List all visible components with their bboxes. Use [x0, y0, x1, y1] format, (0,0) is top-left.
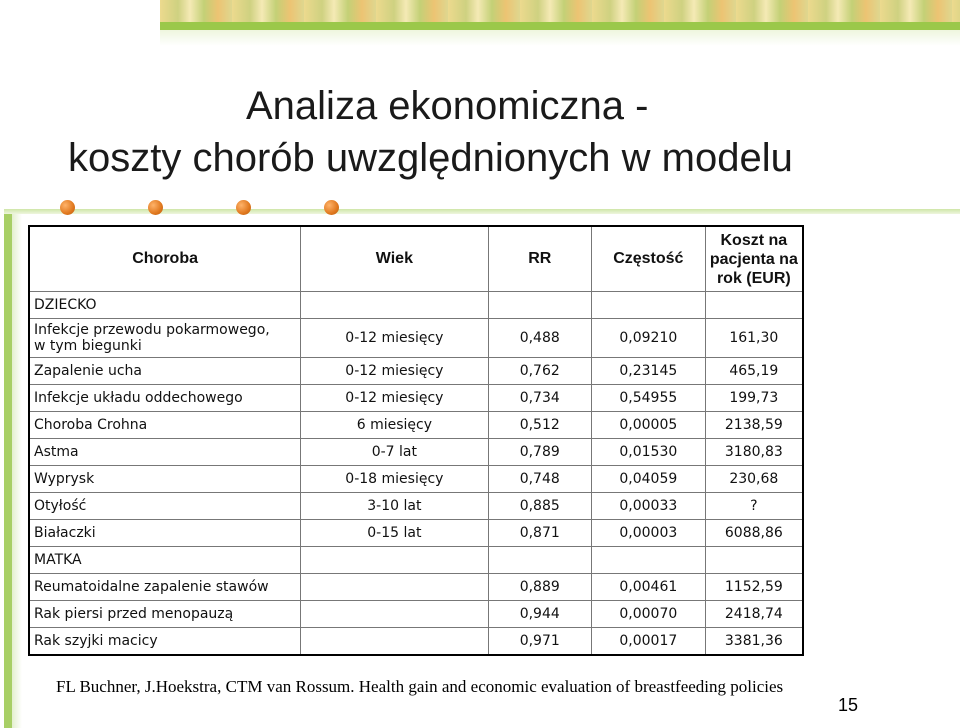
cell-wiek [301, 628, 488, 656]
header-choroba: Choroba [29, 226, 301, 292]
cell-wiek: 0-18 miesięcy [301, 466, 488, 493]
cell-koszt: ? [705, 493, 803, 520]
header-banner-shade [160, 30, 960, 46]
vertical-rule [4, 214, 12, 728]
cell-koszt: 2418,74 [705, 601, 803, 628]
cell-rr: 0,488 [488, 319, 592, 358]
section-row-dziecko [29, 292, 803, 319]
bullet-dot-icon [148, 200, 163, 215]
cell-choroba: Astma [29, 439, 301, 466]
cell-rr: 0,885 [488, 493, 592, 520]
header-banner [160, 0, 960, 22]
cell-rr: 0,889 [488, 574, 592, 601]
table-row [29, 493, 803, 520]
cell-koszt: 1152,59 [705, 574, 803, 601]
section-label-matka: MATKA [29, 547, 301, 574]
cell-koszt: 2138,59 [705, 412, 803, 439]
cell-czestosc: 0,01530 [592, 439, 706, 466]
table-row [29, 520, 803, 547]
cell-czestosc: 0,00033 [592, 493, 706, 520]
cell-rr: 0,748 [488, 466, 592, 493]
cell-choroba: Infekcje układu oddechowego [29, 385, 301, 412]
section-label-dziecko: DZIECKO [29, 292, 301, 319]
cell-wiek: 0-12 miesięcy [301, 385, 488, 412]
header-wiek: Wiek [301, 226, 488, 292]
table-row [29, 358, 803, 385]
table-row [29, 574, 803, 601]
cell-choroba: Wyprysk [29, 466, 301, 493]
cell-koszt: 3180,83 [705, 439, 803, 466]
header-czestosc: Częstość [592, 226, 706, 292]
cell-czestosc: 0,00005 [592, 412, 706, 439]
cell-czestosc: 0,00017 [592, 628, 706, 656]
cell-czestosc: 0,09210 [592, 319, 706, 358]
cell-wiek: 0-12 miesięcy [301, 319, 488, 358]
cell-choroba: Zapalenie ucha [29, 358, 301, 385]
cell-czestosc: 0,00070 [592, 601, 706, 628]
bullet-dot-icon [324, 200, 339, 215]
section-row-matka [29, 547, 803, 574]
disease-cost-table [28, 225, 804, 656]
header-koszt [705, 226, 803, 292]
cell-choroba: Choroba Crohna [29, 412, 301, 439]
cell-choroba: Rak szyjki macicy [29, 628, 301, 656]
cell-koszt: 199,73 [705, 385, 803, 412]
cell-choroba: Otyłość [29, 493, 301, 520]
cell-rr: 0,971 [488, 628, 592, 656]
citation-footer: FL Buchner, J.Hoekstra, CTM van Rossum. Health gain and economic evaluation of breastfeeding policies [56, 677, 784, 696]
cell-czestosc: 0,54955 [592, 385, 706, 412]
table-row [29, 601, 803, 628]
cell-rr: 0,512 [488, 412, 592, 439]
cell-rr: 0,789 [488, 439, 592, 466]
cell-wiek [301, 601, 488, 628]
table-header-row [29, 226, 803, 292]
cell-koszt: 465,19 [705, 358, 803, 385]
slide-title-line1: Analiza ekonomiczna - [246, 84, 649, 128]
cell-choroba: Rak piersi przed menopauzą [29, 601, 301, 628]
header-koszt-line2: pacjenta na [709, 250, 798, 268]
cell-rr: 0,871 [488, 520, 592, 547]
slide-title-line2: koszty chorób uwzględnionych w modelu [68, 136, 793, 180]
cell-czestosc: 0,00461 [592, 574, 706, 601]
header-rr: RR [488, 226, 592, 292]
table-row [29, 385, 803, 412]
vertical-rule-shade [12, 214, 22, 728]
bullet-dot-icon [236, 200, 251, 215]
cell-koszt: 6088,86 [705, 520, 803, 547]
header-banner-line [160, 22, 960, 30]
page-number: 15 [838, 695, 859, 715]
cell-wiek [301, 574, 488, 601]
cell-choroba: Białaczki [29, 520, 301, 547]
cell-koszt: 230,68 [705, 466, 803, 493]
table-row [29, 628, 803, 656]
cell-wiek: 3-10 lat [301, 493, 488, 520]
cell-rr: 0,762 [488, 358, 592, 385]
cell-wiek: 6 miesięcy [301, 412, 488, 439]
cell-rr: 0,944 [488, 601, 592, 628]
table-row [29, 412, 803, 439]
cell-wiek: 0-7 lat [301, 439, 488, 466]
cell-czestosc: 0,04059 [592, 466, 706, 493]
cell-czestosc: 0,23145 [592, 358, 706, 385]
cell-rr: 0,734 [488, 385, 592, 412]
table-row [29, 466, 803, 493]
bullet-dot-icon [60, 200, 75, 215]
cell-choroba: Reumatoidalne zapalenie stawów [29, 574, 301, 601]
cell-czestosc: 0,00003 [592, 520, 706, 547]
header-koszt-line1: Koszt na [720, 231, 788, 249]
cell-choroba: Infekcje przewodu pokarmowego, w tym biegunki [29, 319, 301, 358]
table-row [29, 319, 803, 358]
cell-koszt: 161,30 [705, 319, 803, 358]
cell-wiek: 0-15 lat [301, 520, 488, 547]
table-row [29, 439, 803, 466]
cell-koszt: 3381,36 [705, 628, 803, 656]
cell-wiek: 0-12 miesięcy [301, 358, 488, 385]
header-koszt-line3: rok (EUR) [716, 269, 791, 287]
